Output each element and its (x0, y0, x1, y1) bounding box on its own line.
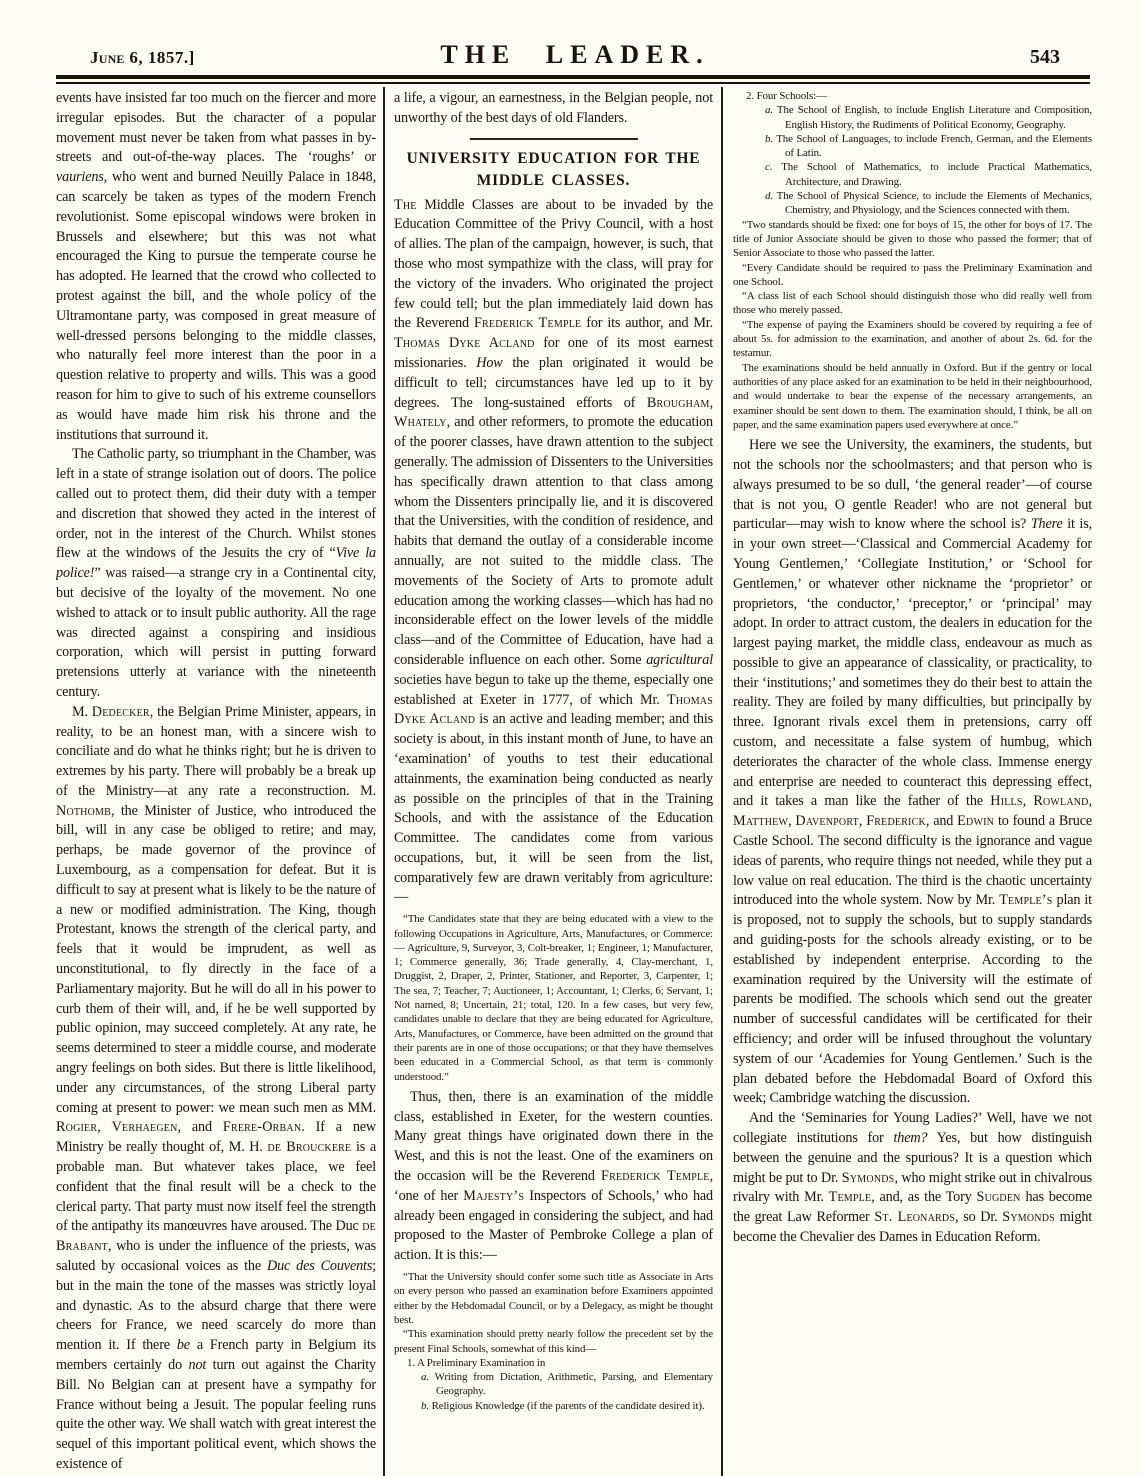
page-number: 543 (1030, 46, 1060, 68)
quoted-extract: “Two standards should be fixed: one for boys of 15, the other for boys of 17. The title of Junior Associate should be given to those who passed the former; that of Senior Associate to those who passed the latter. (733, 218, 1092, 260)
list-item: d. The School of Physical Science, to include the Elements of Mechanics, Chemistry, and Physiology, and the Sciences connected with them. (765, 190, 1092, 217)
column-container (56, 87, 1092, 1476)
paragraph: M. Dedecker, the Belgian Prime Minister, appears, in reality, to be an honest man, with a sincere wish to conciliate and do what he thinks right; but he is driven to extremes by his party. There will probably be a break up of the Ministry—at any rate a reconstruction. M. Nothomb, the Minister of Justice, who introduced the bill, will in any case be obliged to retire; and may, perhaps, be made governor of the province of Luxembourg, as a compensation for defeat. But it is difficult to say at present what is likely to be the nature of a new or modified administration. The King, though Protestant, knows the strength of the clerical party, and feels that it would be imprudent, as well as unconstitutional, to fly directly in the face of a Parliamentary majority. But he will do all in his power to curb them of their will, and, if he be well supported by public opinion, may succeed completely. At any rate, he seems determined to steer a middle course, and moderate angry feelings on both sides. But there is little likelihood, under any circumstances, of the strong Liberal party coming at present to power: we mean such men as MM. Rogier, Verhaegen, and Frere-Orban. If a new Ministry be really thought of, M. H. de Brouckere is a probable man. But whatever takes place, we feel confident that the final result will be a check to the clerical party. That party must now itself feel the strength of the antipathy its manœuvres have aroused. The Duc de Brabant, who is under the influence of the priests, was saluted by occasional voices as the Duc des Couvents; but in the main the tone of the masses was strictly loyal and dynastic. As to the absurd charge that there were cheers for France, we need scarcely do more than mention it. If there be a French party in Belgium its members certainly do not turn out against the Charity Bill. No Belgian can at present have a sympathy for France without being a Jesuit. The popular feeling runs quite the other way. We shall watch with great interest the sequel of this important political event, which shows the existence of (56, 703, 377, 1472)
column-2 (383, 87, 723, 1476)
paragraph: The Middle Classes are about to be invaded by the Education Committee of the Privy Council, with a host of allies. The plan of the campaign, however, is such, that those who most sympathize with the class, will pray for the victory of the invaders. Who originated the project few could tell; but the plan immediately laid down has the Reverend Frederick Temple for its author, and Mr. Thomas Dyke Acland for one of its most earnest missionaries. How the plan originated it would be difficult to tell; circumstances have led up to it by degrees. The long-sustained efforts of Brougham, Whately, and other reformers, to promote the education of the poorer classes, have drawn attention to the subject generally. The admission of Dissenters to the Universities has specifically drawn attention to that class among whom the Dissenters principally lie, and it is discovered that the Universities, with the condition of residence, and habits that demand the outlay of a considerable income annually, are not suited to the middle class. The movements of the Society of Arts to promote adult education among the working classes—which has had no inconsiderable effect on the lower levels of the middle class—and of the Committee of Education, have had a considerable influence on each other. Some agricultural societies have begun to take up the theme, especially one established at Exeter in 1777, of which Mr. Thomas Dyke Acland is an active and leading member; and this society is about, in this instant month of June, to have an ‘examination’ of youths to test their educational attainments, the examination being conducted as nearly as possible on the principles of that in the Training Schools, and with the assistance of the Education Committee. The candidates come from various occupations, but, it will be seen from the list, comparatively few are drawn veritably from agriculture:— (394, 196, 714, 906)
paragraph: events have insisted far too much on the fiercer and more irregular episodes. But the character of a popular movement must never be taken from what passes in by-streets and out-of-the-way places. The ‘roughs’ or vauriens, who went and burned Neuilly Palace in 1848, can scarcely be taken as types of the modern French revolutionist. Some episcopal windows were broken in Brussels and elsewhere; but this was not what encouraged the King to pursue the temperate course he has adopted. He learned that the crowd who collected to protest against the bill, and the whole policy of the Ultramontane party, was composed in great measure of well-dressed persons belonging to the middle classes, who naturally feel more interest than the poor in a question relative to property and wills. This was a good reason for him to give to such of his extreme counsellors as would have made him risk his throne and the institutions that surround it. (56, 90, 376, 443)
paragraph: Thus, then, there is an examination of the middle class, established in Exeter, for the western counties. Many great things have originated down there in the West, and this is not the least. One of the examiners on the occasion will be the Reverend Frederick Temple, ‘one of her Majesty’s Inspectors of Schools,’ who had already been engaged in considering the subject, and had proposed to the Master of Pembroke College a plan of action. It is this:— (394, 1088, 714, 1264)
quoted-extract: “The Candidates state that they are being educated with a view to the following Occupations in Agriculture, Arts, Manufactures, or Commerce:— Agriculture, 9, Surveyor, 3, Colt-breaker, 1; Engineer, 1; Manufacturer, 1; Commerce generally, 36; Trade generally, 4, Clay-merchant, 1, Druggist, 2, Draper, 2, Printer, Stationer, and Reporter, 3, Carpenter, 1; The sea, 7; Teacher, 7; Auctioneer, 1; Accountant, 1; Clerks, 6; Servant, 1; Not named, 8; Uncertain, 21; total, 120. In a few cases, but very few, candidates unable to declare that they are being educated for Agriculture, Arts, Manufactures, or Commerce, have been admitted on the ground that their parents are in one of those occupations; or that they have themselves been educated in a Commercial School, as that term is commonly understood.” (394, 913, 713, 1083)
column-1 (56, 87, 383, 1476)
quoted-extract: “A class list of each School should distinguish those who did really well from those who merely passed. (733, 290, 1092, 317)
issue-date: June 6, 1857.] (90, 48, 195, 67)
paragraph: Here we see the University, the examiners, the students, but not the schools nor the schoolmasters; and that person who is always presumed to be so dull, ‘the general reader’—of course that is not you, O gentle Reader! who are not general but particular—may wish to know where the school is? There it is, in your own street—‘Classical and Commercial Academy for Young Gentlemen,’ ‘Collegiate Institution,’ or ‘School for Gentlemen,’ or whatever other nickname the ‘proprietor’ or proprietors, ‘the conductor,’ ‘preceptor,’ or ‘principal’ may adopt. In order to attract custom, the dealers in education for the largest paying market, the middle class, endeavour as much as possible to give an appearance of classicality, or practicality, to their ‘institutions;’ and sometimes they do their best to attain the reality. They are foiled by many difficulties, but principally by three. Ignorant rivals excel them in pretensions, carry off custom, and necessitate a false system of humbug, which deteriorates the character of the whole class. Immense energy and enterprise are needed to counteract this depressing effect, and it takes a man like the father of the Hills, Rowland, Matthew, Davenport, Frederick, and Edwin to found a Bruce Castle School. The second difficulty is the ignorance and vague ideas of parents, who require things not needed, while they put a low value on real education. The third is the chaotic uncertainty introduced into the whole system. Now by Mr. Temple’s plan it is proposed, not to supply the schools, but to supply standards and guiding-posts for the schools already existing, or to be established by independent enterprise. According to the examination required by the University will the estimate of parents be modified. The schools which send out the greater number of successful candidates will be certificated for their efficiency; and order will be infused throughout the voluntary system of our ‘Academies for Young Gentlemen.’ Such is the plan debated before the Hebdomadal Board of Oxford this week; Cambridge watching the discussion. (733, 437, 1092, 1107)
masthead-rule (56, 75, 1090, 84)
quoted-extract: “The expense of paying the Examiners should be covered by requiring a fee of about 5s. for admission to the examination, and another of about 2s. 6d. for the testamur. (733, 318, 1092, 360)
list-item: b. Religious Knowledge (if the parents of the candidate desired it). (421, 1399, 705, 1412)
newspaper-title: THE LEADER. (440, 40, 710, 69)
list-item: c. The School of Mathematics, to include Practical Mathematics, Architecture, and Drawing. (765, 161, 1092, 188)
article-title: UNIVERSITY EDUCATION FOR THE MIDDLE CLASSES. (406, 149, 701, 189)
list-item: 2. Four Schools:— (746, 90, 827, 102)
quoted-extract: The examinations should be held annually in Oxford. But if the gentry or local authorities of any place asked for an examination to be held in their neighbourhood, and would undertake to bear the expense of the necessary arrangements, an examiner should be sent down to them. The examination should, I think, be all on paper, and the same examination papers used everywhere at once.” (733, 361, 1092, 431)
masthead (0, 0, 1142, 70)
quoted-extract: “This examination should pretty nearly follow the precedent set by the present Final Schools, somewhat of this kind— (394, 1328, 713, 1355)
quoted-extract: “That the University should confer some such title as Associate in Arts on every person who passed an examination before Examiners appointed either by the Hebdomadal Council, or by a Delegacy, as might be thought best. (394, 1271, 713, 1326)
column-3 (723, 87, 1092, 1476)
paragraph: The Catholic party, so triumphant in the Chamber, was left in a state of strange isolation out of doors. The police called out to protect them, did their duty with a temper and discretion that showed they acted in the interest of order, not in the interest of the Church. Whilst stones flew at the windows of the Jesuits the cry of “Vive la police!” was raised—a strange cry in a Continental city, but decisive of the loyalty of the movement. No one wished to attack or to insult public authority. All the rage was directed against a conspiring and insidious corporation, which will persist in putting forward pretensions utterly at variance with the nineteenth century. (56, 446, 376, 700)
list-item: 1. A Preliminary Examination in (407, 1356, 546, 1369)
paragraph: And the ‘Seminaries for Young Ladies?’ Well, have we not collegiate institutions for them? Yes, but how distinguish between the genuine and the spurious? It is a question which might be put to Dr. Symonds, who might strike out in chivalrous rivalry with Mr. Temple, and, as the Tory Sugden has become the great Law Reformer St. Leonards, so Dr. Symonds might become the Chevalier des Dames in Education Reform. (733, 1110, 1092, 1245)
paragraph: a life, a vigour, an earnestness, in the Belgian people, not unworthy of the best days of old Flanders. (394, 90, 713, 126)
article-divider-rule (470, 138, 638, 140)
list-item: a. The School of English, to include English Literature and Composition, English History, the Rudiments of Political Economy, Geography. (765, 104, 1092, 131)
quoted-extract: “Every Candidate should be required to pass the Preliminary Examination and one School. (733, 261, 1092, 288)
list-item: a. Writing from Dictation, Arithmetic, Parsing, and Elementary Geography. (421, 1371, 713, 1398)
list-item: b. The School of Languages, to include French, German, and the Elements of Latin. (765, 132, 1092, 160)
